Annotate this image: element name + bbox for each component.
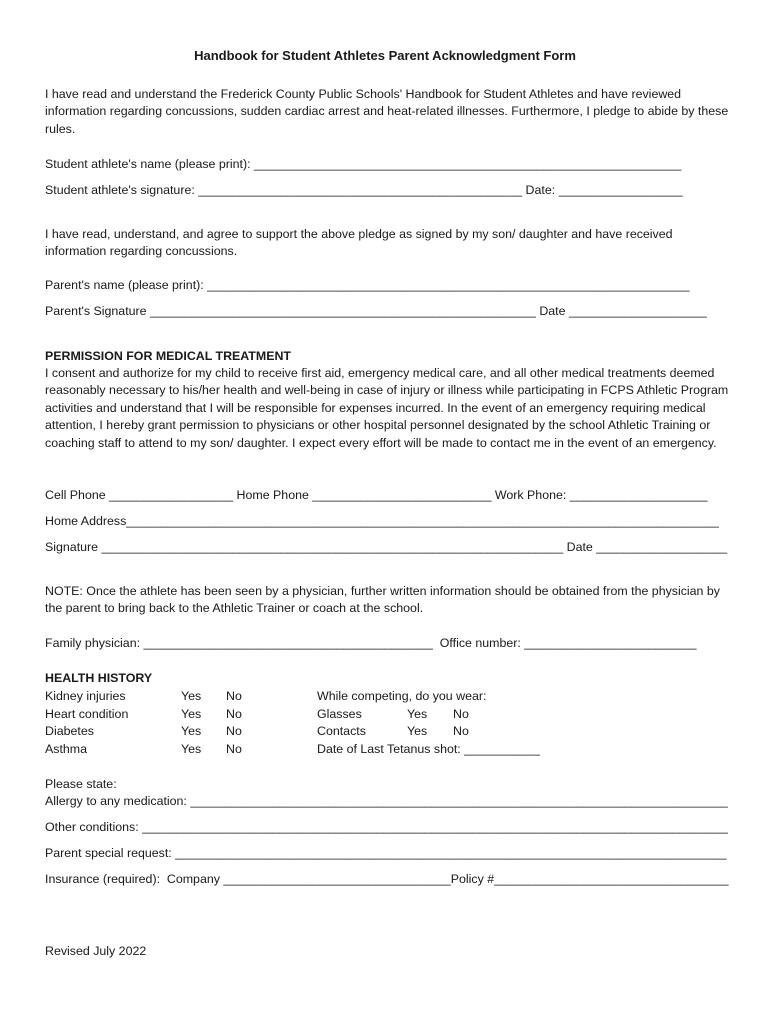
condition-yes-option[interactable]: Yes	[181, 707, 202, 721]
home-address-field[interactable]: Home Address______________________________________________________________________________________	[45, 514, 719, 528]
condition-no-option[interactable]: No	[226, 707, 242, 721]
condition-label: Kidney injuries	[45, 689, 126, 703]
condition-no-option[interactable]: No	[226, 724, 242, 738]
medical-paragraph: I consent and authorize for my child to receive first aid, emergency medical care, and all other medical treatments deemed reasonably necessary to his/her health and well-being in case of injury or illness while participating in FCPS Athletic Program activities and understand that I will be responsible for expenses incurred. In the event of an emergency requiring medical attention, I hereby grant permission to physicians or other hospital personnel designated by the school Athletic Training or coaching staff to attend to my son/ daughter. I expect every effort will be made to contact me in the event of an emergency.	[45, 366, 729, 450]
equipment-no-option[interactable]: No	[453, 707, 469, 721]
equipment-yes-option[interactable]: Yes	[407, 707, 428, 721]
medical-heading: PERMISSION FOR MEDICAL TREATMENT	[45, 349, 291, 363]
equipment-no-option[interactable]: No	[453, 724, 469, 738]
equipment-yes-option[interactable]: Yes	[407, 724, 428, 738]
note-paragraph: NOTE: Once the athlete has been seen by a physician, further written information should be obtained from the physician by the parent to bring back to the Athletic Trainer or coach at the school.	[45, 584, 720, 616]
condition-no-option[interactable]: No	[226, 742, 242, 756]
allergy-field[interactable]: Allergy to any medication: ______________________________________________________________________________	[45, 794, 728, 808]
insurance-field[interactable]: Insurance (required): Company _________________________________Policy #__________________________________	[45, 872, 729, 886]
condition-yes-option[interactable]: Yes	[181, 689, 202, 703]
parent-pledge-paragraph: I have read, understand, and agree to support the above pledge as signed by my son/ daughter and have received information regarding concussions.	[45, 227, 673, 259]
condition-yes-option[interactable]: Yes	[181, 742, 202, 756]
other-conditions-field[interactable]: Other conditions: _____________________________________________________________________________________	[45, 820, 728, 834]
equipment-label: Contacts	[317, 724, 366, 738]
condition-no-option[interactable]: No	[226, 689, 242, 703]
health-history-heading: HEALTH HISTORY	[45, 671, 153, 685]
parent-name-field[interactable]: Parent's name (please print): ______________________________________________________________________	[45, 278, 690, 292]
parent-signature-field[interactable]: Parent's Signature ________________________________________________________ Date ____________________	[45, 304, 707, 318]
athlete-signature-field[interactable]: Student athlete's signature: _______________________________________________ Date: __________________	[45, 183, 683, 197]
signature-field[interactable]: Signature ___________________________________________________________________ Date ___________________	[45, 540, 728, 554]
equipment-label: Glasses	[317, 707, 362, 721]
form-title: Handbook for Student Athletes Parent Acknowledgment Form	[194, 48, 576, 63]
family-physician-field[interactable]: Family physician: __________________________________________ Office number: _________________________	[45, 636, 697, 650]
tetanus-field[interactable]: Date of Last Tetanus shot: ___________	[317, 742, 540, 756]
revision-date: Revised July 2022	[45, 944, 147, 958]
phones-field[interactable]: Cell Phone __________________ Home Phone __________________________ Work Phone: ____________________	[45, 488, 708, 502]
athlete-name-field[interactable]: Student athlete's name (please print): ______________________________________________________________	[45, 157, 682, 171]
please-state-label: Please state:	[45, 777, 117, 791]
condition-label: Heart condition	[45, 707, 129, 721]
condition-label: Diabetes	[45, 724, 94, 738]
competing-question: While competing, do you wear:	[317, 689, 487, 703]
special-request-field[interactable]: Parent special request: ________________________________________________________________________________	[45, 846, 727, 860]
intro-paragraph: I have read and understand the Frederick County Public Schools' Handbook for Student Athletes and have reviewed information regarding concussions, sudden cardiac arrest and heat-related illnesses. Furthermore, I pledge to abide by these rules.	[45, 87, 729, 136]
condition-yes-option[interactable]: Yes	[181, 724, 202, 738]
condition-label: Asthma	[45, 742, 88, 756]
